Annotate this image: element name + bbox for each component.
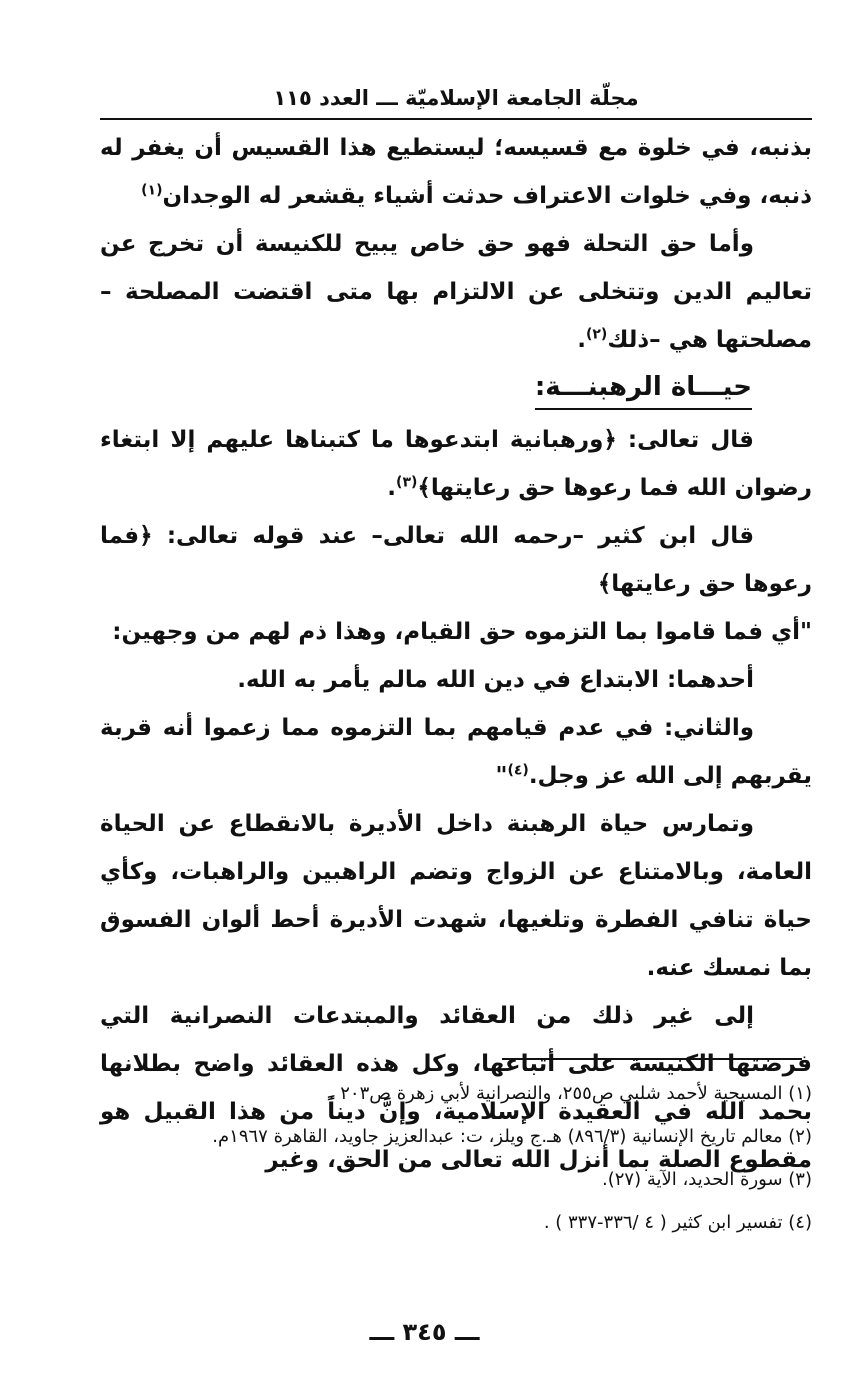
- paragraph-3-text: قال تعالى: ﴿ورهبانية ابتدعوها ما كتبناها عليهم إلا ابتغاء رضوان الله فما رعوها حق رعايتها﴾: [100, 427, 812, 501]
- footnote-ref-4[interactable]: (٤): [507, 762, 529, 779]
- paragraph-4: قال ابن كثير –رحمه الله تعالى– عند قوله تعالى: ﴿فما رعوها حق رعايتها﴾: [100, 523, 812, 597]
- paragraph-6: أحدهما: الابتداع في دين الله مالم يأمر به الله.: [237, 667, 754, 693]
- paragraph-3-end: .: [387, 475, 397, 501]
- running-header: مجلّة الجامعة الإسلاميّة ـــ العدد ١١٥: [273, 86, 639, 110]
- footnote-1: (١) المسيحية لأحمد شلبي ص٢٥٥، والنصرانية لأبي زهرة ص٢٠٣ .: [328, 1083, 812, 1104]
- paragraph-2-end: .: [577, 327, 586, 353]
- paragraph-1-text: بذنبه، في خلوة مع قسيسه؛ ليستطيع هذا القسيس أن يغفر له ذنبه، وفي خلوات الاعتراف حدثت أشياء يقشعر له الوجدان: [100, 135, 812, 209]
- section-heading: حيـــاة الرهبنـــة:: [535, 368, 752, 410]
- page-number: ـــ ٣٤٥ ـــ: [369, 1318, 480, 1346]
- paragraph-2-text: وأما حق التحلة فهو حق خاص يبيح للكنيسة أن تخرج عن تعاليم الدين وتتخلى عن الالتزام بها متى اقتضت المصلحة – مصلحتها هي –ذلك: [100, 231, 812, 353]
- footnote-separator: [502, 1058, 802, 1060]
- paragraph-7-end: ": [495, 763, 508, 789]
- footnote-2: (٢) معالم تاريخ الإنسانية (٨٩٦/٣) هـ.ج ويلز، ت: عبدالعزيز جاويد، القاهرة ١٩٦٧م.: [212, 1126, 812, 1147]
- footnote-4: (٤) تفسير ابن كثير ( ٤ /٣٣٦-٣٣٧ ) .: [543, 1212, 812, 1233]
- body-text: [100, 124, 812, 1184]
- footnote-ref-3[interactable]: (٣): [396, 474, 418, 491]
- header-rule: [100, 118, 812, 120]
- footnote-ref-2[interactable]: (٢): [585, 326, 608, 343]
- paragraph-7-text: والثاني: في عدم قيامهم بما التزموه مما زعموا أنه قربة يقربهم إلى الله عز وجل.: [100, 715, 812, 789]
- paragraph-8: وتمارس حياة الرهبنة داخل الأديرة بالانقطاع عن الحياة العامة، وبالامتناع عن الزواج وتضم الراهبين والراهبات، وكأي حياة تنافي الفطرة وتلغيها، شهدت الأديرة أحط ألوان الفسوق بما نمسك عنه.: [100, 811, 812, 981]
- footnote-3: (٣) سورة الحديد، الآية (٢٧).: [602, 1169, 812, 1190]
- paragraph-5: "أي فما قاموا بما التزموه حق القيام، وهذا ذم لهم من وجهين:: [112, 619, 812, 645]
- paragraph-7: [100, 704, 812, 800]
- paragraph-1: [100, 124, 812, 220]
- paragraph-3: [100, 416, 812, 512]
- footnotes: [100, 1072, 812, 1244]
- footnote-ref-1[interactable]: (١): [141, 182, 163, 199]
- paragraph-2: [100, 220, 812, 364]
- paragraph-9: إلى غير ذلك من العقائد والمبتدعات النصرانية التي فرضتها الكنيسة على أتباعها، وكل هذه العقائد واضح بطلانها بحمد الله في العقيدة الإسلامية، وإنَّ ديناً من هذا القبيل هو مقطوع الصلة بما أنزل الله تعالى من الحق، وغير: [100, 1003, 812, 1173]
